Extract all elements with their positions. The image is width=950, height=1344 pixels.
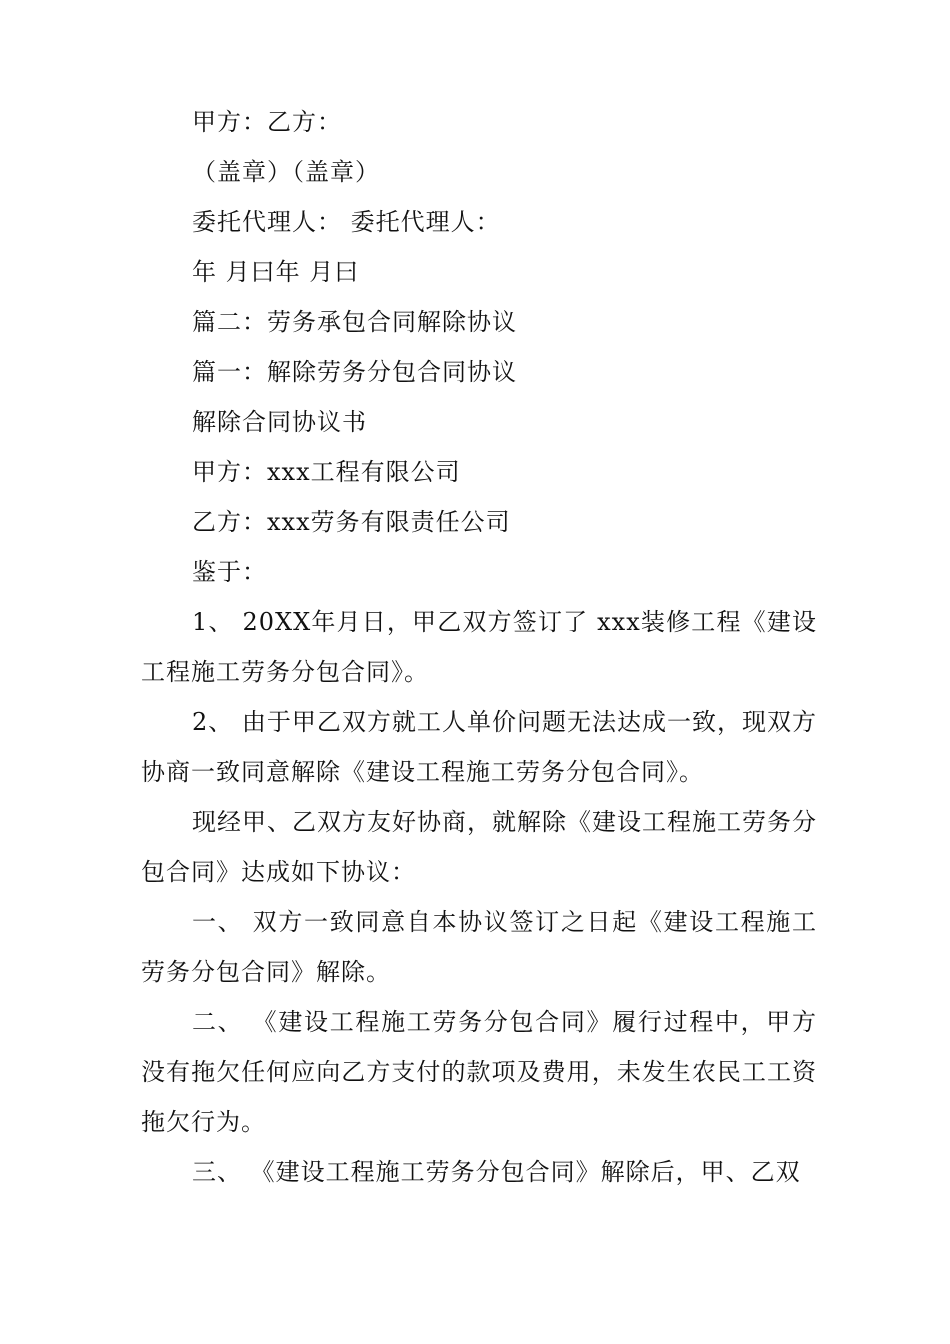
date-line: 年 月曰年 月曰: [192, 258, 360, 286]
document-title: 解除合同协议书: [192, 408, 367, 436]
party-signature-line: 甲方：乙方：: [192, 108, 342, 136]
whereas-item-1: 1、 20XX年月日，甲乙双方签订了 xxx装修工程《建设工程施工劳务分包合同》。: [141, 608, 817, 686]
clause-3: 三、 《建设工程施工劳务分包合同》解除后，甲、乙双: [192, 1158, 801, 1186]
agent-line: 委托代理人： 委托代理人：: [192, 208, 501, 236]
agreement-intro: 现经甲、乙双方友好协商，就解除《建设工程施工劳务分包合同》达成如下协议：: [141, 808, 817, 886]
whereas-item-2: 2、 由于甲乙双方就工人单价问题无法达成一致，现双方协商一致同意解除《建设工程施工劳务分包合同》。: [141, 708, 817, 786]
party-b: 乙方：xxx劳务有限责任公司: [192, 508, 511, 536]
clause-1: 一、 双方一致同意自本协议签订之日起《建设工程施工劳务分包合同》解除。: [141, 908, 817, 986]
seal-line: （盖章）（盖章）: [192, 158, 380, 186]
party-a: 甲方：xxx工程有限公司: [192, 458, 461, 486]
whereas-label: 鉴于：: [192, 558, 267, 586]
clause-2: 二、 《建设工程施工劳务分包合同》履行过程中，甲方没有拖欠任何应向乙方支付的款项及费用，未发生农民工工资拖欠行为。: [141, 1008, 817, 1136]
heading-part-one: 篇一：解除劳务分包合同协议: [192, 358, 517, 386]
heading-part-two: 篇二：劳务承包合同解除协议: [192, 308, 517, 336]
document-body: [141, 97, 817, 1197]
